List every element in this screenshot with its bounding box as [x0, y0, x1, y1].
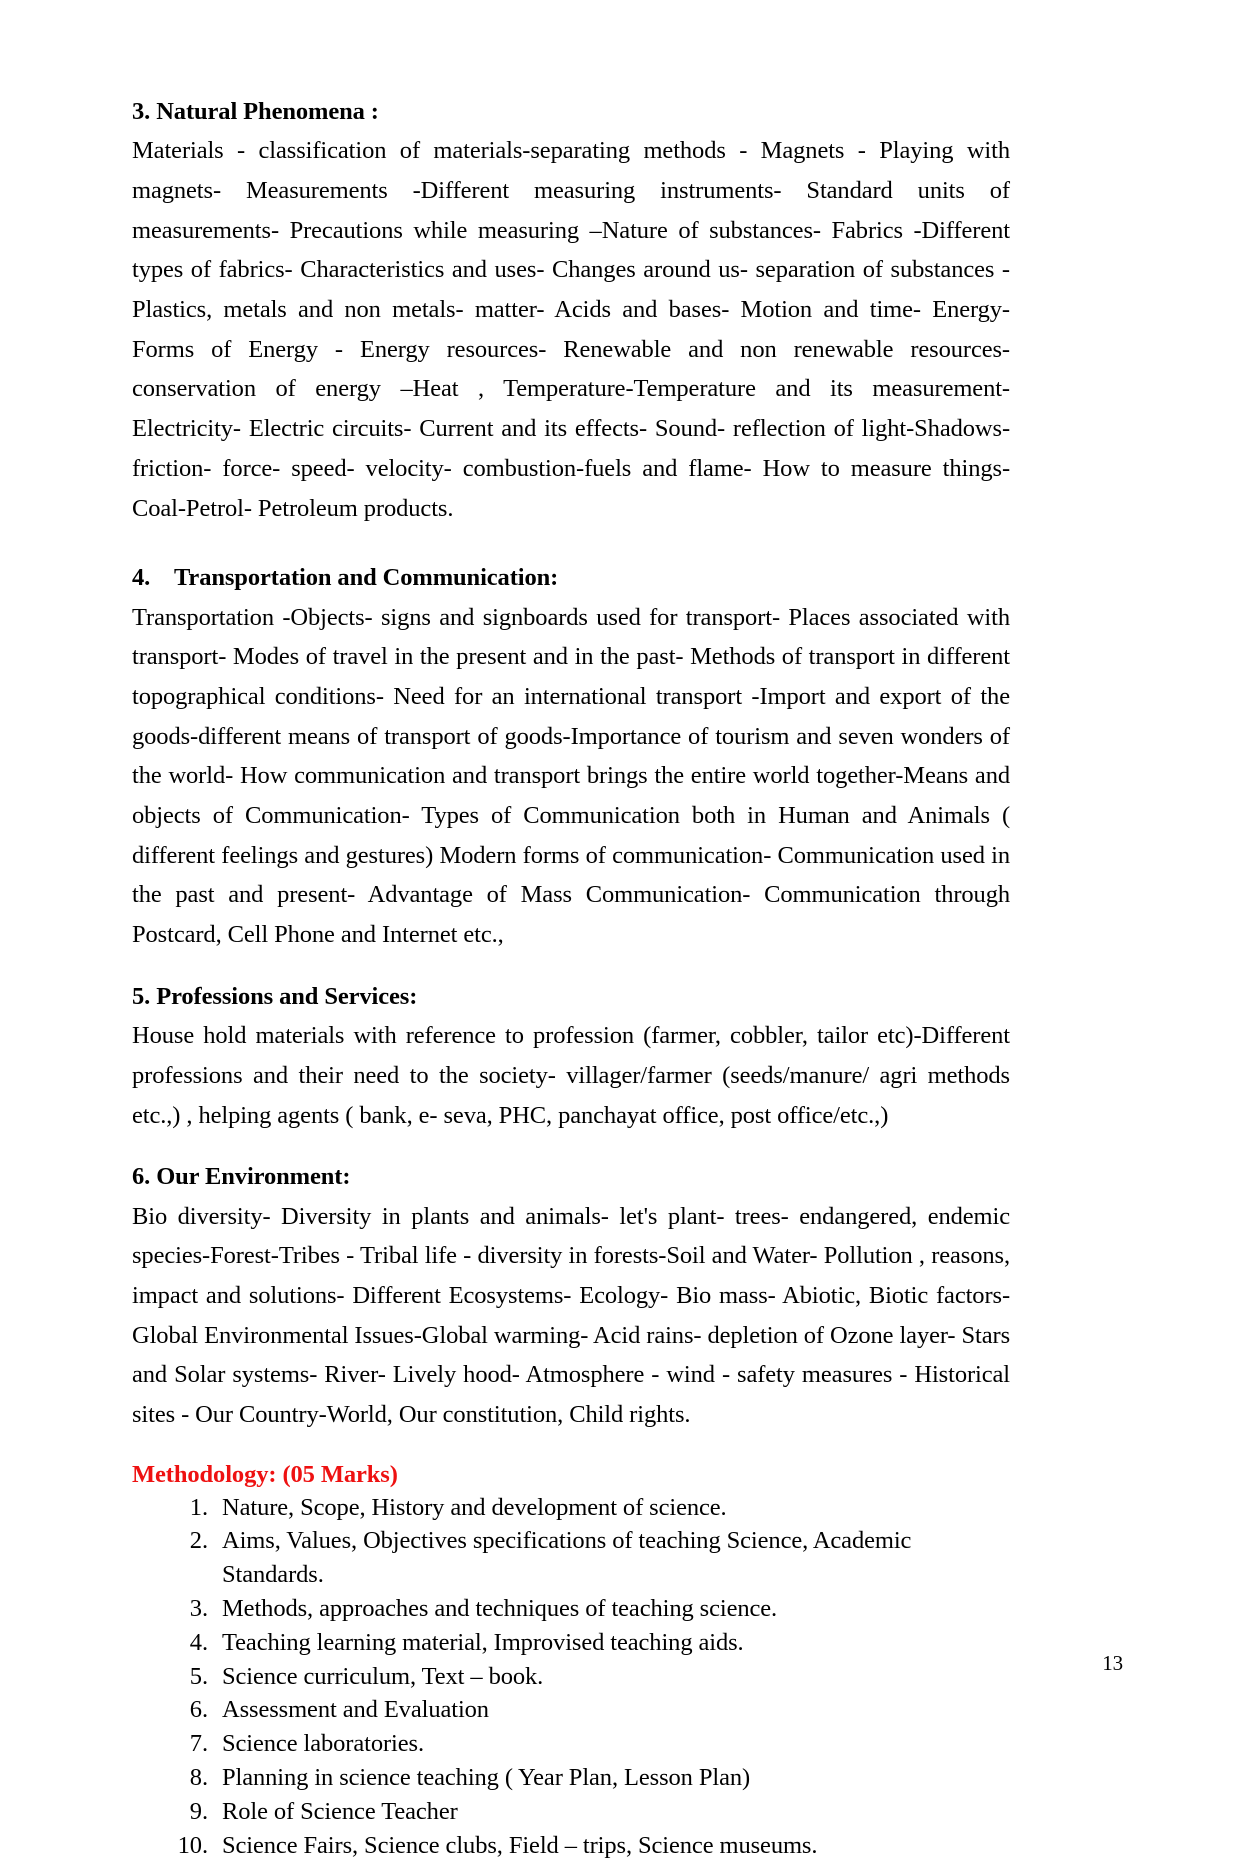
section-body-professions-and-services: House hold materials with reference to profession (farmer, cobbler, tailor etc)-Different professions and their need to the society- villager/farmer (seeds/manure/ agri methods etc.,) , helping agents ( bank, e- seva, PHC, panchayat office, post office/etc.,) — [132, 1022, 1010, 1129]
methodology-list — [132, 1491, 1010, 1862]
section-body-transportation-and-communication: Transportation -Objects- signs and signboards used for transport- Places associated with transport- Modes of travel in the present and in the past- Methods of transport in different topographical conditions- Need for an international transport -Import and export of the goods-different means of transport of goods-Importance of tourism and seven wonders of the world- How communication and transport brings the entire world together-Means and objects of Communication- Types of Communication both in Human and Animals ( different feelings and gestures) Modern forms of communication- Communication used in the past and present- Advantage of Mass Communication- Communication through Postcard, Cell Phone and Internet etc., — [132, 603, 1010, 949]
document-body — [132, 96, 1010, 1862]
list-item: 3. Methods, approaches and techniques of teaching science. — [214, 1592, 1010, 1626]
page-number: 13 — [1102, 1651, 1123, 1675]
list-item: 1. Nature, Scope, History and development of science. — [214, 1491, 1010, 1525]
section-heading-transportation-and-communication — [132, 562, 1010, 593]
list-item: 2. Aims, Values, Objectives specifications of teaching Science, Academic Standards. — [214, 1524, 1010, 1592]
spacer — [132, 1135, 1010, 1161]
section-body-natural-phenomena: Materials - classification of materials-separating methods - Magnets - Playing with magnets- Measurements -Different measuring instruments- Standard units of measurements- Precautions while measuring –Nature of substances- Fabrics -Different types of fabrics- Characteristics and uses- Changes around us- separation of substances -Plastics, metals and non metals- matter- Acids and bases- Motion and time- Energy- Forms of Energy - Energy resources- Renewable and non renewable resources-conservation of energy –Heat , Temperature-Temperature and its measurement- Electricity- Electric circuits- Current and its effects- Sound- reflection of light-Shadows- friction- force- speed- velocity- combustion-fuels and flame- How to measure things- Coal-Petrol- Petroleum products. — [132, 137, 1010, 522]
list-item: 10. Science Fairs, Science clubs, Field – trips, Science museums. — [214, 1829, 1010, 1862]
list-item: 6. Assessment and Evaluation — [214, 1693, 1010, 1727]
methodology-heading: Methodology: (05 Marks) — [132, 1460, 398, 1488]
spacer — [132, 528, 1010, 562]
section-number: 4. — [132, 564, 151, 592]
section-heading-our-environment: 6. Our Environment: — [132, 1163, 351, 1191]
list-item: 8. Planning in science teaching ( Year Plan, Lesson Plan) — [214, 1761, 1010, 1795]
list-item: 9. Role of Science Teacher — [214, 1795, 1010, 1829]
list-item: 7. Science laboratories. — [214, 1727, 1010, 1761]
section-body-our-environment: Bio diversity- Diversity in plants and animals- let's plant- trees- endangered, endemic species-Forest-Tribes - Tribal life - diversity in forests-Soil and Water- Pollution , reasons, impact and solutions- Different Ecosystems- Ecology- Bio mass- Abiotic, Biotic factors- Global Environmental Issues-Global warming- Acid rains- depletion of Ozone layer- Stars and Solar systems- River- Lively hood- Atmosphere - wind - safety measures - Historical sites - Our Country-World, Our constitution, Child rights. — [132, 1202, 1011, 1428]
section-heading-professions-and-services: 5. Professions and Services: — [132, 982, 418, 1010]
spacer — [132, 955, 1010, 981]
section-heading-natural-phenomena: 3. Natural Phenomena : — [132, 98, 379, 125]
list-item: 5. Science curriculum, Text – book. — [214, 1660, 1010, 1694]
list-item: 4. Teaching learning material, Improvised teaching aids. — [214, 1626, 1010, 1660]
spacer — [132, 1435, 1010, 1461]
section-title: Transportation and Communication: — [174, 564, 559, 592]
